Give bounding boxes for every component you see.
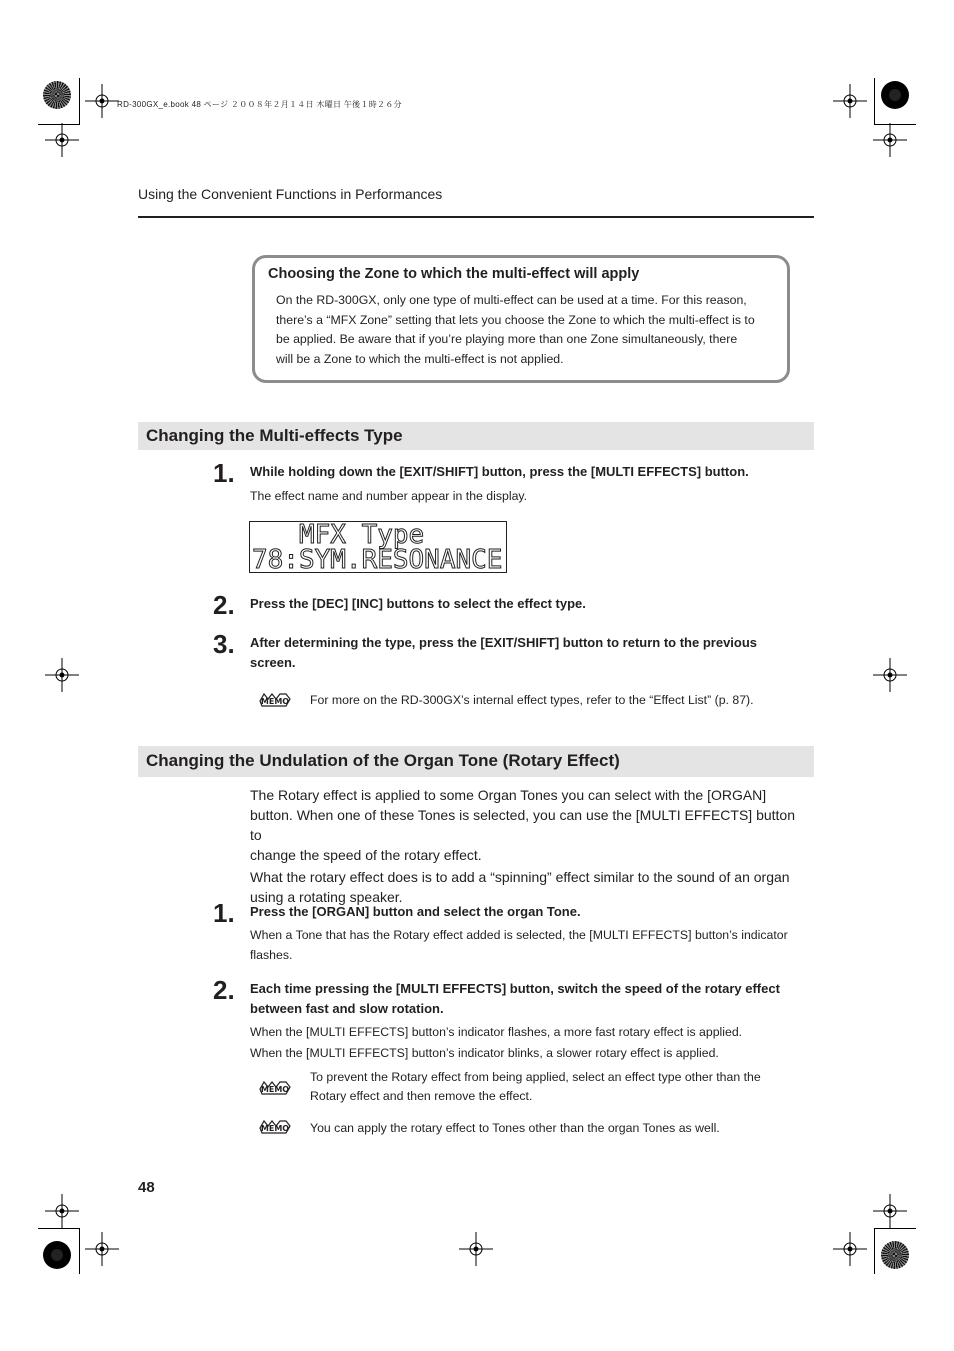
color-registration-wheel-top-left xyxy=(43,81,71,109)
color-registration-wheel-top-right xyxy=(881,81,909,109)
lcd-display xyxy=(249,521,507,573)
step-line: Each time pressing the [MULTI EFFECTS] button, switch the speed of the rotary effect xyxy=(250,981,780,996)
crop-mark xyxy=(874,1228,916,1229)
memo-icon xyxy=(258,1118,292,1136)
memo-line: To prevent the Rotary effect from being applied, select an effect type other than the xyxy=(310,1070,761,1084)
registration-mark-icon xyxy=(873,123,907,157)
registration-mark-icon xyxy=(833,84,867,118)
color-registration-wheel-bottom-right xyxy=(881,1241,909,1269)
registration-mark-icon xyxy=(85,1232,119,1266)
step-number: 2. xyxy=(213,590,235,620)
crop-mark xyxy=(79,78,80,124)
crop-mark xyxy=(79,1228,80,1274)
intro-line: using a rotating speaker. xyxy=(250,889,403,905)
desc-line: When a Tone that has the Rotary effect added is selected, the [MULTI EFFECTS] button’s indicator xyxy=(250,928,788,942)
memo-label: MEMO xyxy=(260,697,290,706)
step-instruction: Press the [DEC] [INC] buttons to select the effect type. xyxy=(250,596,586,611)
intro-line: What the rotary effect does is to add a “spinning” effect similar to the sound of an organ xyxy=(250,869,790,885)
step-number: 1. xyxy=(213,458,235,488)
note-title: Choosing the Zone to which the multi-effect will apply xyxy=(268,266,640,282)
header-rule xyxy=(138,216,814,218)
section-intro xyxy=(250,785,798,907)
step-instruction: While holding down the [EXIT/SHIFT] button, press the [MULTI EFFECTS] button. xyxy=(250,464,749,479)
step-line: screen. xyxy=(250,655,296,670)
step-number: 2. xyxy=(213,975,235,1005)
crop-mark xyxy=(874,78,875,124)
memo-label: MEMO xyxy=(260,1085,290,1094)
intro-line: The Rotary effect is applied to some Organ Tones you can select with the [ORGAN] xyxy=(250,787,767,803)
note-line: On the RD-300GX, only one type of multi-effect can be used at a time. For this reason, xyxy=(276,293,747,307)
memo-icon xyxy=(258,691,292,709)
memo-text: For more on the RD-300GX’s internal effect types, refer to the “Effect List” (p. 87). xyxy=(310,693,754,707)
step-line: After determining the type, press the [EXIT/SHIFT] button to return to the previous xyxy=(250,635,758,650)
step-instruction xyxy=(250,979,790,1019)
step-description xyxy=(250,1023,795,1063)
section-header-rotary-effect xyxy=(138,746,814,777)
memo-icon xyxy=(258,1079,292,1097)
crop-mark xyxy=(874,1228,875,1274)
memo-text: You can apply the rotary effect to Tones other than the organ Tones as well. xyxy=(310,1121,720,1135)
memo-label: MEMO xyxy=(260,1124,290,1133)
running-head: Using the Convenient Functions in Performances xyxy=(138,186,443,202)
step-number: 1. xyxy=(213,898,235,928)
intro-line: change the speed of the rotary effect. xyxy=(250,847,482,863)
section-title: Changing the Undulation of the Organ Tone (Rotary Effect) xyxy=(146,751,620,770)
step-instruction: Press the [ORGAN] button and select the organ Tone. xyxy=(250,904,581,919)
file-info-slug: RD-300GX_e.book 48 ページ ２００８年２月１４日 木曜日 午後１時２６分 xyxy=(117,100,402,109)
step-instruction xyxy=(250,633,790,673)
note-line: there’s a “MFX Zone” setting that lets you choose the Zone to which the multi-effect is to xyxy=(276,312,755,327)
crop-mark xyxy=(38,1228,80,1229)
registration-mark-icon xyxy=(459,1232,493,1266)
step-description xyxy=(250,926,795,965)
step-description: The effect name and number appear in the display. xyxy=(250,489,528,503)
section-header-multi-effects xyxy=(138,422,814,450)
registration-mark-icon xyxy=(45,123,79,157)
registration-mark-icon xyxy=(873,1194,907,1228)
registration-mark-icon xyxy=(85,84,119,118)
intro-line: button. When one of these Tones is selected, you can use the [MULTI EFFECTS] button to xyxy=(250,807,795,843)
registration-mark-icon xyxy=(45,1194,79,1228)
section-title: Changing the Multi-effects Type xyxy=(146,426,403,445)
lcd-line-2: 78:SYM.RESONANCE xyxy=(252,545,503,573)
desc-line: When the [MULTI EFFECTS] button’s indicator blinks, a slower rotary effect is applied. xyxy=(250,1045,719,1060)
color-registration-wheel-bottom-left xyxy=(43,1241,71,1269)
note-line: will be a Zone to which the multi-effect is not applied. xyxy=(276,351,564,366)
note-line: be applied. Be aware that if you’re playing more than one Zone simultaneously, there xyxy=(276,332,738,346)
registration-mark-icon xyxy=(833,1232,867,1266)
registration-mark-icon xyxy=(45,658,79,692)
step-number: 3. xyxy=(213,629,235,659)
memo-line: Rotary effect and then remove the effect. xyxy=(310,1088,533,1103)
memo-text xyxy=(310,1068,790,1105)
page-number: 48 xyxy=(138,1179,155,1196)
desc-line: flashes. xyxy=(250,947,293,962)
lcd-line-1: MFX Type xyxy=(252,521,425,550)
note-body xyxy=(276,291,776,369)
registration-mark-icon xyxy=(873,658,907,692)
step-line: between fast and slow rotation. xyxy=(250,1001,444,1016)
desc-line: When the [MULTI EFFECTS] button’s indicator flashes, a more fast rotary effect is applied. xyxy=(250,1025,743,1039)
